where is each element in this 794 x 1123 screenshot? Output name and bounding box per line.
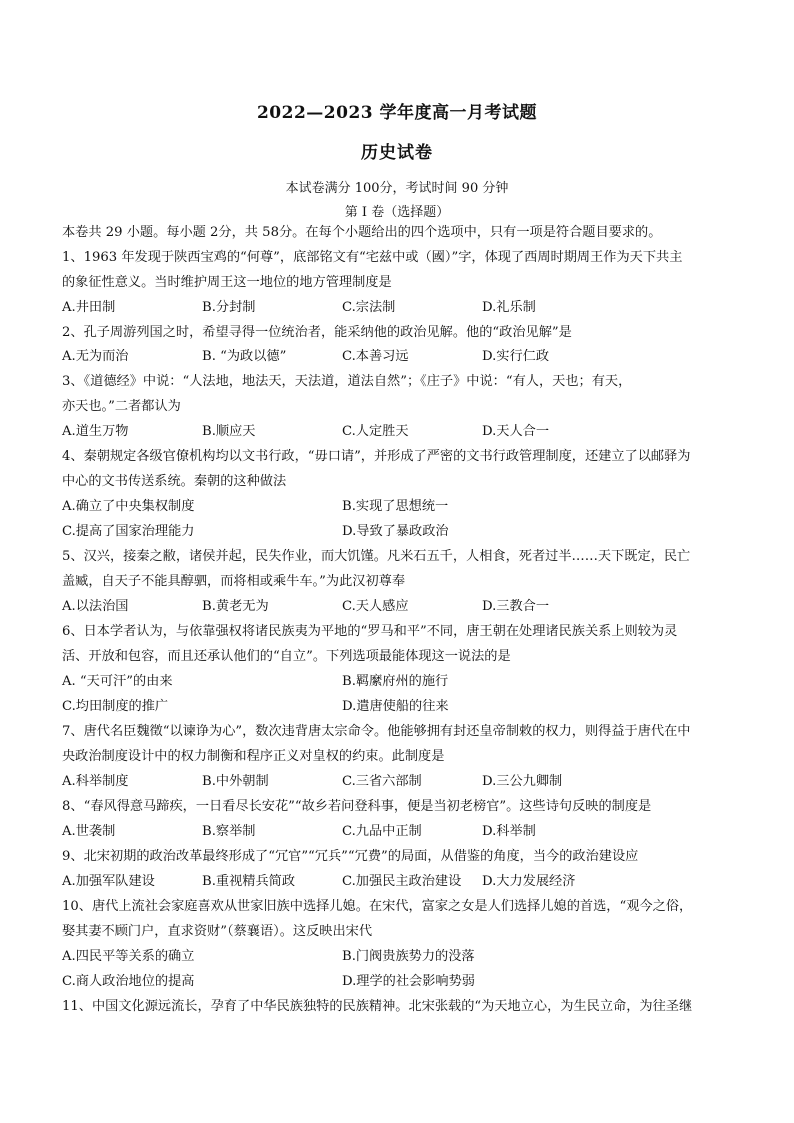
exam-title: 2022—2023 学年度高一月考试题 — [256, 103, 538, 123]
question-9-option-b: B.重视精兵简政 — [202, 874, 296, 889]
question-7-option-b: B.中外朝制 — [202, 774, 269, 789]
question-10-option-c: C.商人政治地位的提高 — [62, 974, 195, 989]
question-3-option-a: A.道生万物 — [62, 424, 129, 439]
question-7-stem-line-1: 7、唐代名臣魏徵“以谏诤为心”，数次违背唐太宗命令。他能够拥有封还皇帝制敕的权力，则得益于唐代在中 — [62, 724, 691, 739]
question-8-option-b: B.察举制 — [202, 824, 256, 839]
question-6-option-a: A. “天可汗”的由来 — [62, 674, 173, 689]
question-1-stem-line-2: 的象征性意义。当时维护周王这一地位的地方管理制度是 — [62, 275, 392, 290]
question-1-option-a: A.井田制 — [62, 300, 116, 315]
question-10-option-b: B.门阀贵族势力的没落 — [342, 949, 475, 964]
question-4-options-row-1 — [62, 498, 742, 516]
question-7-stem-line-2: 央政治制度设计中的权力制衡和程序正义对皇权的约束。此制度是 — [62, 749, 445, 764]
question-6-option-d: D.遣唐使船的往来 — [342, 699, 449, 714]
exam-subtitle: 本试卷满分 100分，考试时间 90 分钟 — [285, 181, 509, 196]
question-9-option-d: D.大力发展经济 — [482, 874, 576, 889]
question-7-option-d: D.三公九卿制 — [482, 774, 563, 789]
question-1-options — [62, 299, 742, 317]
question-9-options — [62, 873, 742, 891]
question-1-stem-line-1: 1、1963 年发现于陕西宝鸡的“何尊”，底部铭文有“宅兹中或（國）”字，体现了西周时期周王作为天下共主 — [62, 250, 683, 265]
question-4-option-d: D.导致了暴政政治 — [342, 524, 449, 539]
question-2-option-c: C.本善习远 — [342, 349, 409, 364]
question-10-option-d: D.理学的社会影响势弱 — [342, 974, 475, 989]
question-10-stem-line-1: 10、唐代上流社会家庭喜欢从世家旧族中选择儿媳。在宋代，富家之女是人们选择儿媳的首选，“观今之俗， — [62, 899, 693, 914]
question-3-options — [62, 423, 742, 441]
question-2-option-b: B. “为政以德” — [202, 349, 287, 364]
question-5-option-c: C.天人感应 — [342, 599, 409, 614]
question-4-options-row-2 — [62, 523, 742, 541]
question-4-stem-line-2: 中心的文书传送系统。秦朝的这种做法 — [62, 474, 287, 489]
question-10-options-row-1 — [62, 948, 742, 966]
question-1-option-d: D.礼乐制 — [482, 300, 536, 315]
question-1-option-b: B.分封制 — [202, 300, 256, 315]
question-4-option-c: C.提高了国家治理能力 — [62, 524, 195, 539]
question-7-option-c: C.三省六部制 — [342, 774, 422, 789]
subject-title: 历史试卷 — [361, 143, 433, 163]
question-7-options — [62, 773, 742, 791]
question-5-options — [62, 598, 742, 616]
question-3-stem-line-1: 3、《道德经》中说：“人法地，地法天，天法道，道法自然”；《庄子》中说：“有人，天也；有天， — [62, 374, 632, 389]
question-10-option-a: A.四民平等关系的确立 — [62, 949, 195, 964]
question-2-option-a: A.无为而治 — [62, 349, 129, 364]
question-3-stem-line-2: 亦天也。”二者都认为 — [62, 399, 181, 414]
question-3-option-c: C.人定胜天 — [342, 424, 409, 439]
question-8-option-a: A.世袭制 — [62, 824, 116, 839]
question-3-option-d: D.天人合一 — [482, 424, 550, 439]
question-10-options-row-2 — [62, 973, 742, 991]
question-6-options-row-2 — [62, 698, 742, 716]
question-6-stem-line-2: 活、开放和包容，而且还承认他们的“自立”。下列选项最能体现这一说法的是 — [62, 649, 511, 664]
question-5-option-d: D.三教合一 — [482, 599, 550, 614]
question-8-options — [62, 823, 742, 841]
question-4-option-a: A.确立了中央集权制度 — [62, 499, 195, 514]
question-1-option-c: C.宗法制 — [342, 300, 396, 315]
question-2-option-d: D.实行仁政 — [482, 349, 550, 364]
question-7-option-a: A.科举制度 — [62, 774, 129, 789]
question-6-option-b: B.羁縻府州的施行 — [342, 674, 449, 689]
question-6-options-row-1 — [62, 673, 742, 691]
question-9-option-a: A.加强军队建设 — [62, 874, 155, 889]
question-4-stem-line-1: 4、秦朝规定各级官僚机构均以文书行政，“毋口请”，并形成了严密的文书行政管理制度，还建立了以邮驿为 — [62, 449, 691, 464]
question-3-option-b: B.顺应天 — [202, 424, 256, 439]
question-6-option-c: C.均田制度的推广 — [62, 699, 169, 714]
question-9-stem-line-1: 9、北宋初期的政治改革最终形成了“冗官”“冗兵”“冗费”的局面，从借鉴的角度，当今的政治建设应 — [62, 849, 639, 864]
question-2-stem-line-1: 2、孔子周游列国之时，希望寻得一位统治者，能采纳他的政治见解。他的“政治见解”是 — [62, 325, 572, 340]
question-4-option-b: B.实现了思想统一 — [342, 499, 449, 514]
question-6-stem-line-1: 6、日本学者认为，与依靠强权将诸民族夷为平地的“罗马和平”不同，唐王朝在处理诸民族关系上则较为灵 — [62, 624, 678, 639]
question-10-stem-line-2: 娶其妻不顾门户，直求资财”（蔡襄语）。这反映出宋代 — [62, 924, 373, 939]
question-8-stem-line-1: 8、“春风得意马蹄疾，一日看尽长安花”“故乡若问登科事，便是当初老榜官”。这些诗句反映的制度是 — [62, 799, 652, 814]
question-8-option-c: C.九品中正制 — [342, 824, 422, 839]
part-label: 第 I 卷（选择题） — [344, 205, 450, 220]
instructions: 本卷共 29 小题。每小题 2分，共 58分。在每个小题给出的四个选项中，只有一项是符合题目要求的。 — [62, 225, 662, 240]
question-5-option-b: B.黄老无为 — [202, 599, 269, 614]
question-5-stem-line-2: 盖臧，自天子不能具醇驷，而将相或乘牛车。”为此汉初尊奉 — [62, 574, 406, 589]
question-11-stem-line-1: 11、中国文化源远流长，孕育了中华民族独特的民族精神。北宋张载的“为天地立心，为生民立命，为往圣继 — [62, 999, 693, 1014]
question-5-stem-line-1: 5、汉兴，接秦之敝，诸侯并起，民失作业，而大饥馑。凡米石五千，人相食，死者过半……天下既定，民亡 — [62, 549, 691, 564]
question-9-option-c: C.加强民主政治建设 — [342, 874, 462, 889]
question-8-option-d: D.科举制 — [482, 824, 536, 839]
question-2-options — [62, 348, 742, 366]
question-5-option-a: A.以法治国 — [62, 599, 129, 614]
